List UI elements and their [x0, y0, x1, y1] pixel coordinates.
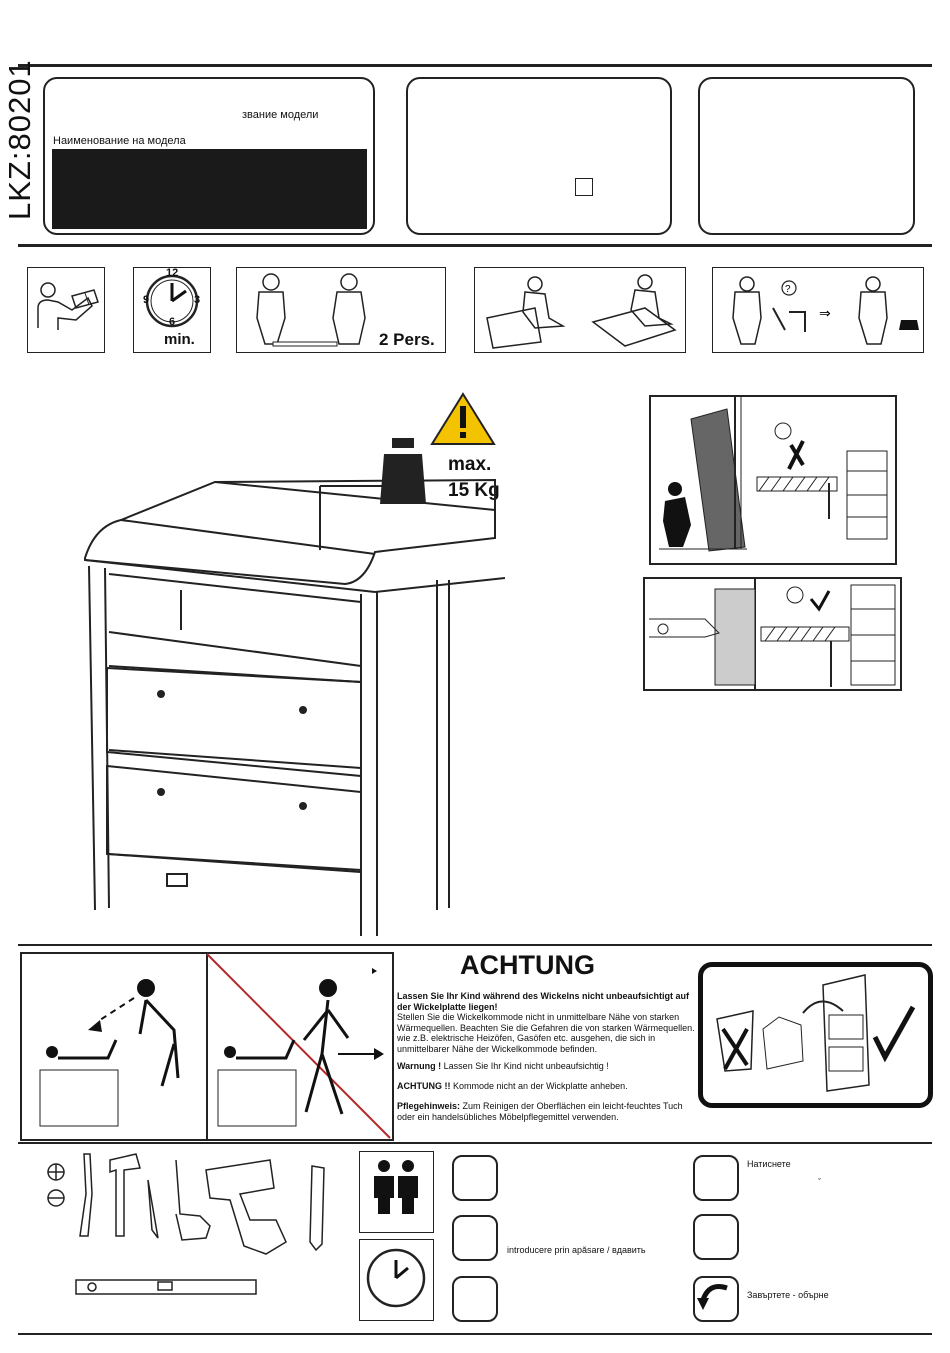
help-icon	[712, 267, 924, 353]
warning-title: ACHTUNG	[460, 950, 595, 980]
model-name-redaction	[52, 149, 367, 229]
warning-p3-text: Kommode nicht an der Wickplatte anheben.	[453, 1081, 628, 1091]
warning-p1-text: Stellen Sie die Wickelkommode nicht in unmittelbare Nähe von starken Wärmequellen. Beachten Sie die Gefahren die von starken Wärmequellen. wie z.B. elektrische Heizöfen, Gasöfen etc. ausgehen, die sich in unmittelbarer Nähe der Wickelkommode befinden.	[397, 1012, 695, 1054]
clock-num-3: 3	[194, 294, 201, 306]
two-persons-required	[359, 1151, 434, 1233]
rotate-arrow-icon	[695, 1278, 737, 1320]
two-persons-label: 2 Pers.	[379, 330, 435, 349]
model-name-label: Наименование на модела	[53, 135, 186, 147]
header-rule	[18, 244, 932, 247]
tools-illustration	[40, 1150, 340, 1310]
reading-person-icon	[28, 268, 104, 352]
clock-min-label: min.	[164, 331, 195, 348]
bottom-rule	[18, 1333, 932, 1335]
warning-triangle-icon	[432, 392, 502, 452]
svg-text:⇒: ⇒	[819, 306, 831, 322]
tipping-cabinet-icon	[651, 397, 895, 563]
packaging-disposal-panel	[698, 962, 933, 1108]
glue-icon	[452, 1155, 498, 1201]
clock-icon	[360, 1240, 433, 1320]
wall-anchor-correct	[643, 577, 902, 691]
call-support-icon	[713, 268, 923, 352]
clock-num-6: 6	[169, 316, 176, 328]
child-safety-panel	[20, 952, 394, 1141]
screw-label: Завъртете - обърне	[747, 1290, 829, 1300]
supervision-illustration	[22, 954, 392, 1139]
dustpan-icon	[452, 1276, 498, 1322]
press-label: Натиснете	[747, 1159, 791, 1169]
max-label: max.	[448, 454, 492, 475]
warning-rule	[18, 944, 932, 946]
warning-p2-bold: Warnung !	[397, 1061, 442, 1071]
two-persons-icon	[236, 267, 446, 353]
info-box-middle	[406, 77, 672, 235]
info-box-right	[698, 77, 915, 235]
model-code: LKZ:80201	[2, 59, 37, 220]
tools-rule	[18, 1142, 932, 1144]
warning-p3-bold: ACHTUNG !!	[397, 1081, 451, 1091]
model-name-box	[43, 77, 375, 235]
warning-p4-bold: Pflegehinweis:	[397, 1101, 461, 1111]
warning-p1-bold: Lassen Sie Ihr Kind während des Wickelns nicht unbeaufsichtigt auf der Wickelplatte liegen!	[397, 991, 689, 1012]
time-required	[359, 1239, 434, 1321]
changing-table-illustration	[75, 470, 515, 940]
max-weight: 15 Kg	[448, 480, 500, 501]
top-rule	[18, 64, 932, 67]
warning-p2-text: Lassen Sie Ihr Kind nicht unbeaufsichtig !	[443, 1061, 609, 1071]
floor-protection-icon	[474, 267, 686, 353]
clock-num-12: 12	[166, 267, 179, 279]
clock-num-9: 9	[143, 294, 150, 306]
hammer-icon	[693, 1214, 739, 1260]
warning-paragraph-1	[397, 991, 697, 1054]
two-persons-icon	[360, 1152, 433, 1232]
time-icon	[133, 267, 211, 353]
warning-paragraph-3	[397, 1081, 697, 1092]
wall-tip-wrong	[649, 395, 897, 565]
checkbox-square	[575, 178, 593, 196]
press-hand-icon	[693, 1155, 739, 1201]
svg-text:?: ?	[785, 284, 791, 295]
warning-paragraph-2	[397, 1061, 697, 1072]
warning-paragraph-4	[397, 1101, 697, 1122]
read-manual-icon	[27, 267, 105, 353]
warning-p4-text: Zum Reinigen der Oberflächen ein leicht-feuchtes Tuch oder ein handelsübliches Möbelpflegemittel verwenden.	[397, 1101, 683, 1122]
model-name-fragment: звание модели	[242, 109, 319, 121]
press-mark: ˇ	[818, 1177, 821, 1187]
insert-label: introducere prin apăsare / вдавить	[507, 1245, 646, 1255]
kneeling-workers-icon	[475, 268, 685, 352]
insert-by-hand-icon	[452, 1215, 498, 1261]
packaging-disposal-icon	[703, 967, 928, 1103]
rotate-icon	[693, 1276, 739, 1322]
wall-anchor-icon	[645, 579, 900, 689]
